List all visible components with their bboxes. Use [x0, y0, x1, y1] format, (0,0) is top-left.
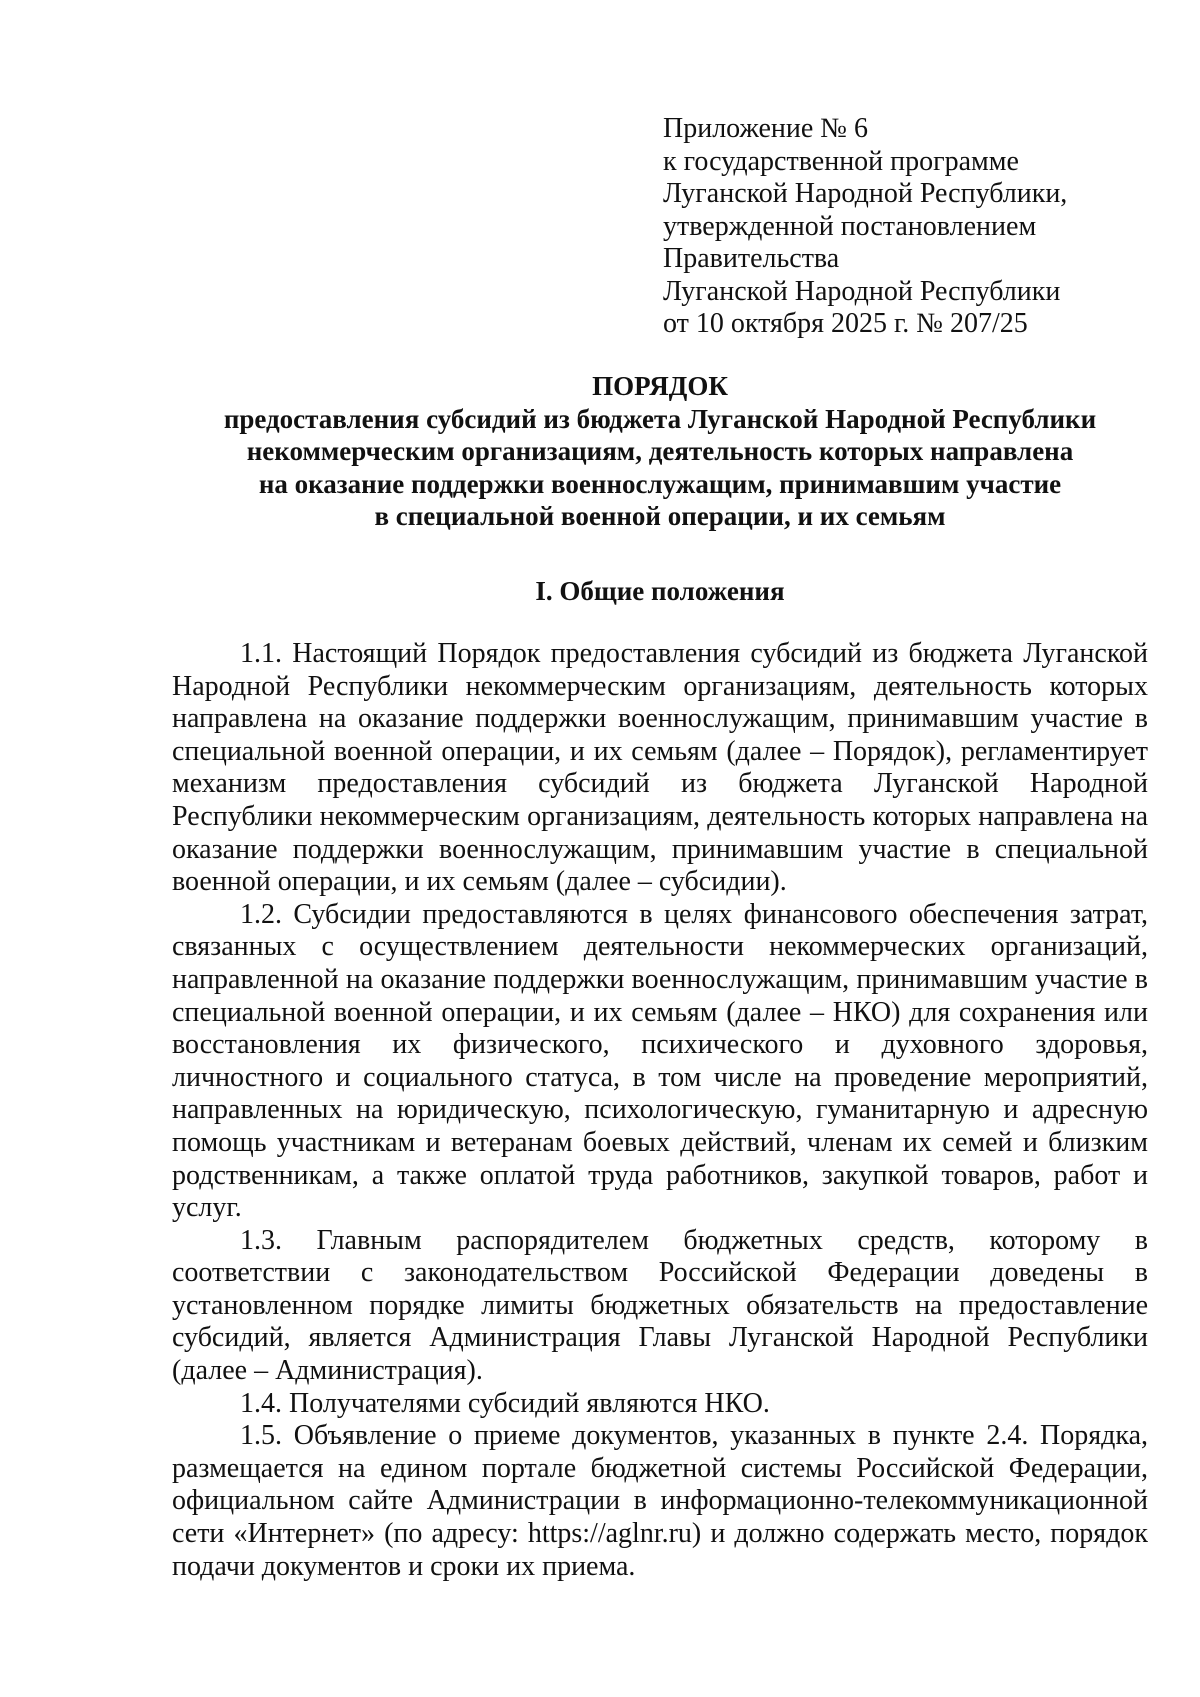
annex-line: к государственной программе [663, 145, 1019, 177]
paragraph-1-2: 1.2. Субсидии предоставляются в целях финансового обеспечения затрат, связанных с осуществлением деятельности некоммерческих организаций, направленной на оказание поддержки военнослужащим, принимавшим участие в специальной военной операции, и их семьям (далее – НКО) для сохранения или восстановления их физического, психического и духовного здоровья, личностного и социального статуса, в том числе на проведение мероприятий, направленных на юридическую, психологическую, гуманитарную и адресную помощь участникам и ветеранам боевых действий, членам их семей и близким родственникам, а также оплатой труда работников, закупкой товаров, работ и услуг. [172, 898, 1148, 1224]
paragraph-1-1: 1.1. Настоящий Порядок предоставления субсидий из бюджета Луганской Народной Республики некоммерческим организациям, деятельность которых направлена на оказание поддержки военнослужащим, принимавшим участие в специальной военной операции, и их семьям (далее – Порядок), регламентирует механизм предоставления субсидий из бюджета Луганской Народной Республики некоммерческим организациям, деятельность которых направлена на оказание поддержки военнослужащим, принимавшим участие в специальной военной операции, и их семьям (далее – субсидии). [172, 638, 1148, 898]
title-line: предоставления субсидий из бюджета Луганской Народной Республики [223, 403, 1097, 434]
title-line: в специальной военной операции, и их семьям [374, 501, 946, 531]
title-line: на оказание поддержки военнослужащим, принимавшим участие [258, 468, 1062, 499]
annex-line: Правительства [663, 243, 840, 274]
annex-line: Луганской Народной Республики [663, 275, 1061, 307]
title-main: ПОРЯДОК [592, 371, 728, 401]
section-heading: I. Общие положения [535, 576, 785, 606]
annex-block [663, 113, 1163, 341]
paragraph-1-4: 1.4. Получателями субсидий являются НКО. [240, 1387, 770, 1419]
title-line: некоммерческим организациям, деятельность которых направлена [246, 436, 1074, 466]
annex-line: Луганской Народной Республики, [663, 178, 1068, 209]
document-title [120, 370, 1200, 533]
annex-line: от 10 октября 2025 г. № 207/25 [663, 308, 1028, 339]
annex-line: Приложение № 6 [663, 113, 868, 144]
paragraph-1-5: 1.5. Объявление о приеме документов, указанных в пункте 2.4. Порядка, размещается на едином портале бюджетной системы Российской Федерации, официальном сайте Администрации в информационно-телекоммуникационной сети «Интернет» (по адресу: https://aglnr.ru) и должно содержать место, порядок подачи документов и сроки их приема. [172, 1420, 1148, 1582]
annex-line: утвержденной постановлением [663, 210, 1037, 242]
body-text [172, 638, 1148, 1583]
paragraph-1-3: 1.3. Главным распорядителем бюджетных средств, которому в соответствии с законодательством Российской Федерации доведены в установленном порядке лимиты бюджетных обязательств на предоставление субсидий, является Администрация Главы Луганской Народной Республики (далее – Администрация). [172, 1224, 1148, 1387]
